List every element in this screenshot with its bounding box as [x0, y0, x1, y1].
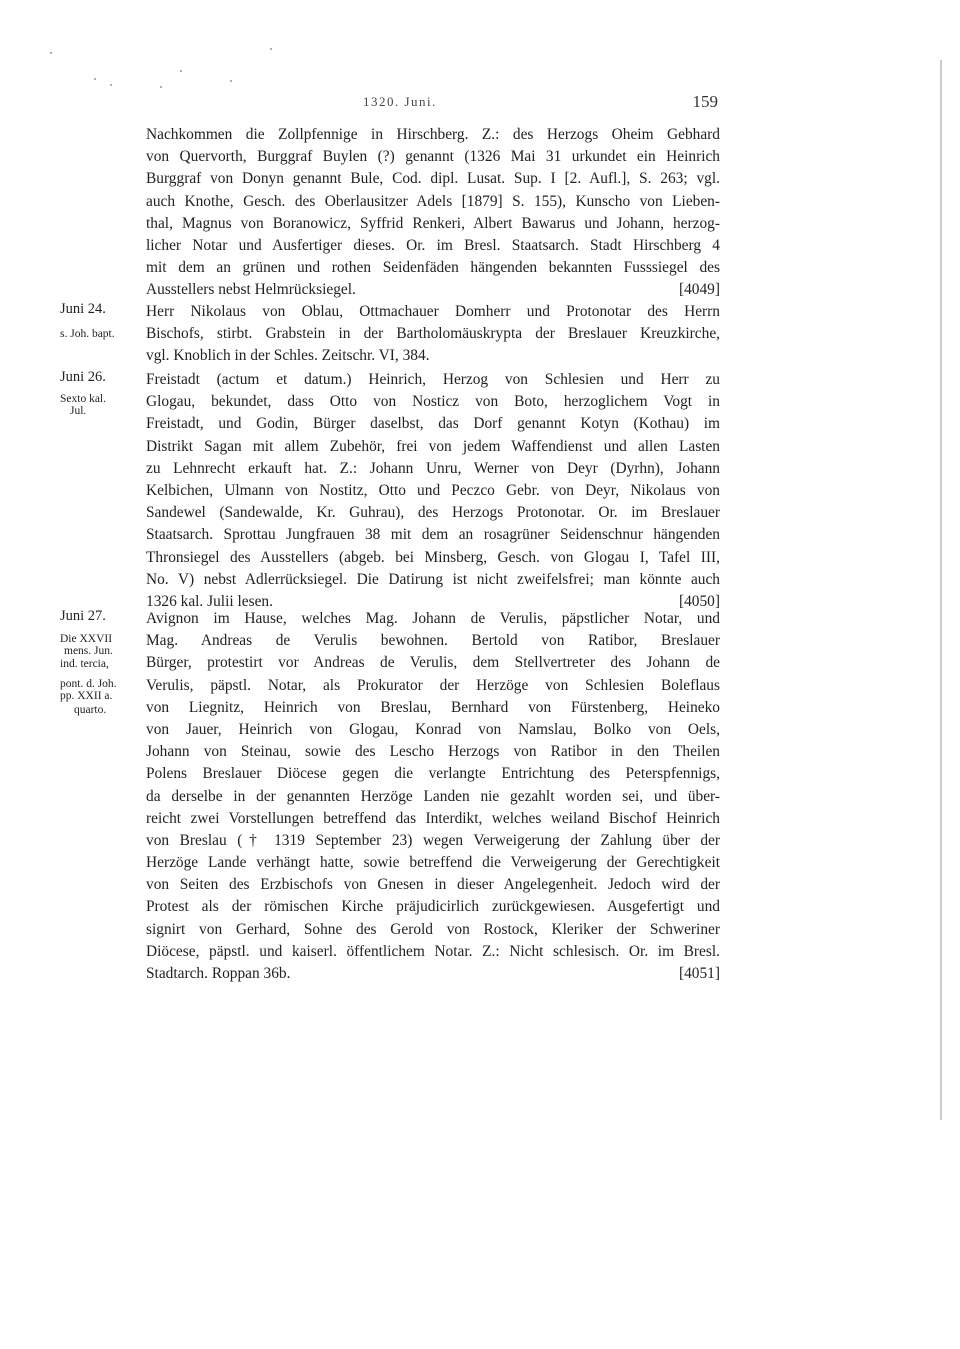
- text-line: [146, 963, 720, 985]
- text-line: auch Knothe, Gesch. des Oberlausitzer Adels [1879] S. 155), Kunscho von Lieben-: [146, 192, 720, 210]
- text-line: Johann von Steinau, sowie des Lescho Herzogs von Ratibor in den Theilen: [146, 743, 720, 761]
- margin-note: pont. d. Joh.: [60, 677, 117, 690]
- text-line: Protest als der römischen Kirche präjudicirlich zurückgewiesen. Ausgefertigt und: [146, 898, 720, 916]
- entry-4049: [60, 124, 730, 302]
- text-line: Avignon im Hause, welches Mag. Johann de Verulis, päpstlicher Notar, und: [146, 610, 720, 627]
- margin-note: mens. Jun.: [64, 645, 113, 658]
- text-line: Kelbichen, Ulmann von Nostitz, Otto und Peczco Gebr. von Deyr, Nikolaus von: [146, 481, 720, 499]
- text-line: Herzöge Lande verhängt hatte, sowie betreffend die Verweigerung der Gerechtigkeit: [146, 854, 720, 872]
- text-line: thal, Magnus von Boranowicz, Syffrid Renkeri, Albert Bawarus und Johann, herzog-: [146, 214, 720, 232]
- margin-note: s. Joh. bapt.: [60, 328, 115, 341]
- text-line: Burggraf von Donyn genannt Bule, Cod. dipl. Lusat. Sup. I [2. Aufl.], S. 263; vgl.: [146, 170, 720, 188]
- text-line: mit dem an grünen und rothen Seidenfäden hängenden bekannten Fusssiegel des: [146, 259, 720, 277]
- entry-number: [4050]: [678, 592, 720, 610]
- margin-note: Die XXVII: [60, 633, 113, 646]
- text-line: da derselbe in der genannten Herzöge Landen nie gezahlt worden sei, und über-: [146, 787, 720, 805]
- text-line: Staatsarch. Sprottau Jungfrauen 38 mit dem an rosagrüner Seidenschnur hängenden: [146, 526, 720, 544]
- text-line: von Breslau († 1319 September 23) wegen Verweigerung der Zahlung über der: [146, 831, 720, 849]
- text-line: Verulis, päpstl. Notar, als Prokurator der Herzöge von Schlesien Boleflaus: [146, 676, 720, 694]
- text-line: reicht zwei Vorstellungen betreffend das Interdikt, welches weiland Bischof Heinrich: [146, 809, 720, 827]
- text-line: [146, 279, 720, 301]
- text-line: von Liegnitz, Heinrich von Breslau, Bernhard von Fürstenberg, Heineko: [146, 698, 720, 716]
- entry-4051: [60, 608, 730, 985]
- scan-specks: [30, 40, 310, 100]
- entry-juni-24: [60, 301, 730, 368]
- text-line: Distrikt Sagan mit allem Zubehör, frei von jedem Waffendienst und allen Lasten: [146, 437, 720, 455]
- text-line: zu Lehnrecht erkauft hat. Z.: Johann Unru, Werner von Deyr (Dyrhn), Johann: [146, 459, 720, 477]
- text-line: licher Notar und Ausfertiger dieses. Or. im Bresl. Staatsarch. Stadt Hirschberg 4: [146, 236, 720, 254]
- text-line: Diöcese, päpstl. und kaiserl. öffentlichem Notar. Z.: Nicht schlesisch. Or. im Bresl.: [146, 942, 720, 960]
- text-line: Bürger, protestirt vor Andreas de Verulis, dem Stellvertreter des Johann de: [146, 654, 720, 672]
- entry-number: [4049]: [678, 281, 720, 299]
- margin-note: quarto.: [74, 703, 107, 716]
- margin-note: Jul.: [70, 405, 87, 418]
- scan-edge: [940, 60, 942, 1120]
- text-line: Nachkommen die Zollpfennige in Hirschberg. Z.: des Herzogs Oheim Gebhard: [146, 126, 720, 143]
- text-line: vgl. Knoblich in der Schles. Zeitschr. VI, 384.: [146, 347, 430, 365]
- text-line: Glogau, bekundet, dass Otto von Nosticz von Boto, herzoglichem Vogt in: [146, 393, 720, 411]
- text-line: von Quervorth, Burggraf Buylen (?) genannt (1326 Mai 31 urkundet ein Heinrich: [146, 148, 720, 166]
- text-line-content: Stadtarch. Roppan 36b.: [146, 965, 291, 982]
- text-line-content: 1326 kal. Julii lesen.: [146, 592, 273, 610]
- entry-number: [4051]: [678, 965, 720, 982]
- text-line: Thronsiegel des Ausstellers (abgeb. bei Minsberg, Gesch. von Glogau I, Tafel III,: [146, 548, 720, 566]
- margin-date: Juni 24.: [60, 301, 106, 317]
- text-line: Polens Breslauer Diöcese gegen die verlangte Entrichtung des Peterspfennigs,: [146, 765, 720, 783]
- text-line: No. V) nebst Adlerrücksiegel. Die Datirung ist nicht zweifelsfrei; man könnte auch: [146, 570, 720, 588]
- margin-note: ind. tercia,: [60, 658, 109, 671]
- text-line: von Seiten des Erzbischofs von Gnesen in dieser Angelegenheit. Jedoch wird der: [146, 876, 720, 894]
- text-line: Sandewel (Sandewalde, Kr. Guhrau), des Herzogs Protonotar. Or. im Breslauer: [146, 504, 720, 522]
- text-line: Herr Nikolaus von Oblau, Ottmachauer Domherr und Protonotar des Herrn: [146, 303, 720, 320]
- entry-4050: [60, 369, 730, 613]
- page-header: [148, 94, 718, 118]
- text-line: Mag. Andreas de Verulis bewohnen. Bertold von Ratibor, Breslauer: [146, 632, 720, 650]
- margin-date: Juni 26.: [60, 369, 106, 385]
- margin-note: Sexto kal.: [60, 393, 106, 406]
- text-line: Freistadt (actum et datum.) Heinrich, Herzog von Schlesien und Herr zu: [146, 371, 720, 388]
- text-line: von Jauer, Heinrich von Glogau, Konrad von Namslau, Bolko von Oels,: [146, 720, 720, 738]
- text-line: Freistadt, und Godin, Bürger daselbst, das Dorf genannt Kotyn (Kothau) im: [146, 415, 720, 433]
- margin-date: Juni 27.: [60, 608, 106, 624]
- text-line: Bischofs, stirbt. Grabstein in der Bartholomäuskrypta der Breslauer Kreuzkirche,: [146, 325, 720, 343]
- text-line-content: Ausstellers nebst Helmrücksiegel.: [146, 281, 356, 299]
- page-number: 159: [692, 92, 718, 111]
- running-title: 1320. Juni.: [363, 94, 437, 109]
- text-line: signirt von Gerhard, Sohne des Gerold von Rostock, Kleriker der Schweriner: [146, 920, 720, 938]
- margin-note: pp. XXII a.: [60, 689, 113, 702]
